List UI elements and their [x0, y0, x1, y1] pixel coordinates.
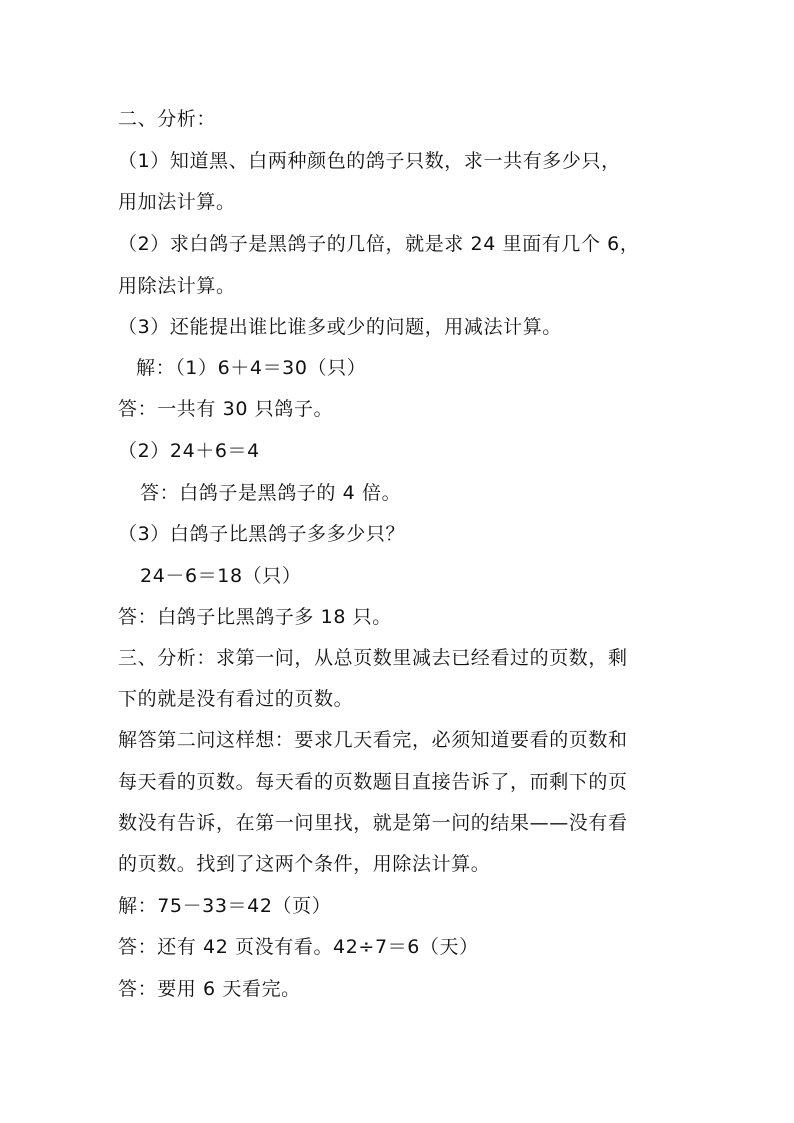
answer-3: 答：白鸽子比黑鸽子多 18 只。 [118, 606, 392, 628]
final-answer: 答：要用 6 天看完。 [118, 978, 301, 1000]
section-three-cont: 下的就是没有看过的页数。 [118, 688, 354, 710]
section-two-heading: 二、分析： [118, 108, 217, 130]
analysis-point-2-cont: 用除法计算。 [118, 275, 236, 297]
answer-1: 答：一共有 30 只鸽子。 [118, 398, 334, 420]
analysis-point-1-cont: 用加法计算。 [118, 191, 236, 213]
answer-2: 答：白鸽子是黑鸽子的 4 倍。 [140, 482, 402, 504]
solution-step-1: 解：（1）6＋4＝30（只） [136, 357, 367, 379]
analysis-point-2: （2）求白鸽子是黑鸽子的几倍，就是求 24 里面有几个 6， [118, 233, 640, 255]
analysis-point-3: （3）还能提出谁比谁多或少的问题，用减法计算。 [118, 316, 562, 338]
second-question-reasoning-3: 数没有告诉，在第一问里找，就是第一问的结果——没有看 [118, 812, 628, 834]
analysis-point-1: （1）知道黑、白两种颜色的鸽子只数，求一共有多少只， [118, 150, 621, 172]
section-three-heading: 三、分析：求第一问，从总页数里减去已经看过的页数，剩 [118, 647, 628, 669]
second-question-reasoning: 解答第二问这样想：要求几天看完，必须知道要看的页数和 [118, 729, 628, 751]
second-question-reasoning-4: 的页数。找到了这两个条件，用除法计算。 [118, 853, 491, 875]
question-3: （3）白鸽子比黑鸽子多多少只？ [118, 523, 406, 545]
solution-step-3: 24－6＝18（只） [140, 565, 302, 587]
solution-step-2: （2）24＋6＝4 [118, 440, 260, 462]
solution-pages: 解：75－33＝42（页） [118, 895, 332, 917]
second-question-reasoning-2: 每天看的页数。每天看的页数题目直接告诉了，而剩下的页 [118, 771, 628, 793]
answer-pages-and-days: 答：还有 42 页没有看。42÷7＝6（天） [118, 936, 479, 958]
